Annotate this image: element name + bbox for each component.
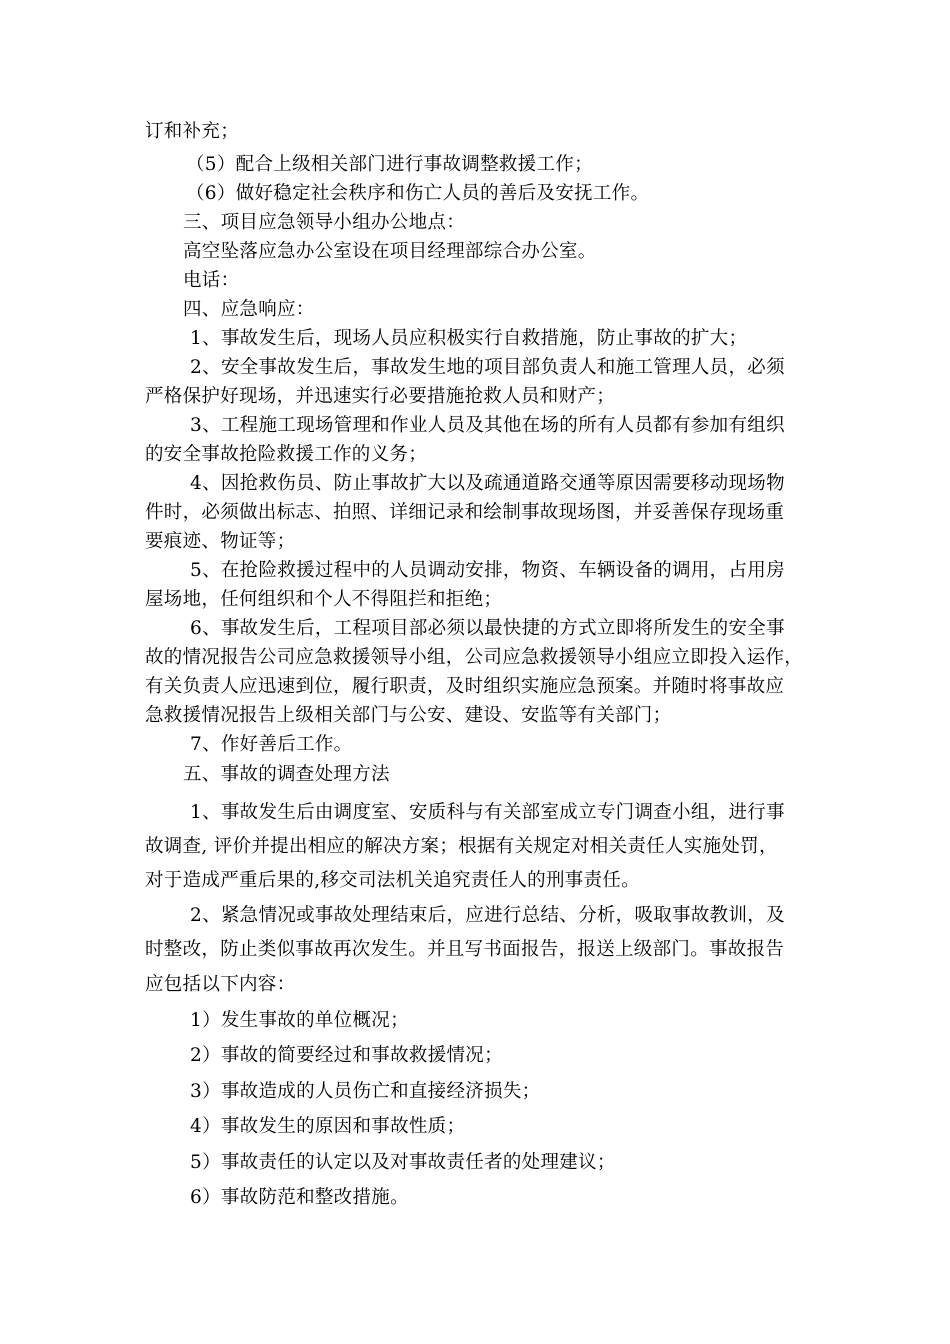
text-line: 严格保护好现场，并迅速实行必要措施抢救人员和财产；: [145, 386, 616, 407]
text-line: 2、紧急情况或事故处理结束后，应进行总结、分析，吸取事故教训，及: [190, 905, 785, 926]
section-heading: 五、事故的调查处理方法: [183, 764, 390, 785]
text-line: 6、事故发生后，工程项目部必须以最快捷的方式立即将所发生的安全事: [190, 618, 785, 639]
list-item: 4）事故发生的原因和事故性质；: [190, 1116, 466, 1137]
text-line: 1、事故发生后由调度室、安质科与有关部室成立专门调查小组，进行事: [190, 802, 785, 823]
list-item: 1）发生事故的单位概况；: [190, 1010, 409, 1031]
list-item: 6）事故防范和整改措施。: [190, 1187, 409, 1208]
text-line: 对于造成严重后果的,移交司法机关追究责任人的刑事责任。: [145, 870, 640, 891]
text-line: （6）做好稳定社会秩序和伤亡人员的善后及安抚工作。: [186, 183, 650, 204]
text-line: 4、因抢救伤员、防止事故扩大以及疏通道路交通等原因需要移动现场物: [190, 473, 785, 494]
text-line: 1、事故发生后，现场人员应积极实行自救措施，防止事故的扩大；: [190, 328, 748, 349]
section-heading: 三、项目应急领导小组办公地点：: [183, 212, 466, 233]
text-line: 2、安全事故发生后，事故发生地的项目部负责人和施工管理人员，必须: [190, 357, 785, 378]
text-line: 时整改，防止类似事故再次发生。并且写书面报告，报送上级部门。事故报告: [145, 939, 785, 960]
text-line: 的安全事故抢险救援工作的义务；: [145, 444, 428, 465]
text-line: 要痕迹、物证等；: [145, 531, 296, 552]
text-line: 高空坠落应急办公室设在项目经理部综合办公室。: [183, 241, 597, 262]
text-line: 5、在抢险救援过程中的人员调动安排，物资、车辆设备的调用，占用房: [190, 560, 785, 581]
text-line: 3、工程施工现场管理和作业人员及其他在场的所有人员都有参加有组织: [190, 415, 785, 436]
text-line: 屋场地，任何组织和个人不得阻拦和拒绝；: [145, 589, 503, 610]
text-line: 订和补充；: [145, 121, 240, 142]
list-item: 5）事故责任的认定以及对事故责任者的处理建议；: [190, 1152, 616, 1173]
list-item: 2）事故的简要经过和事故救援情况；: [190, 1045, 503, 1066]
text-line: 电话：: [183, 270, 240, 291]
text-line: 7、作好善后工作。: [190, 734, 353, 755]
text-line: 故的情况报告公司应急救援领导小组，公司应急救援领导小组应立即投入运作，: [145, 647, 804, 668]
list-item: 3）事故造成的人员伤亡和直接经济损失；: [190, 1081, 541, 1102]
text-line: 应包括以下内容：: [145, 974, 296, 995]
text-line: 急救援情况报告上级相关部门与公安、建设、安监等有关部门；: [145, 705, 672, 726]
text-line: 故调查, 评价并提出相应的解决方案；根据有关规定对相关责任人实施处罚，: [145, 836, 778, 857]
section-heading: 四、应急响应：: [183, 299, 315, 320]
text-line: 有关负责人应迅速到位，履行职责，及时组织实施应急预案。并随时将事故应: [145, 676, 785, 697]
text-line: 件时，必须做出标志、拍照、详细记录和绘制事故现场图，并妥善保存现场重: [145, 502, 785, 523]
text-line: （5）配合上级相关部门进行事故调整救援工作；: [186, 154, 593, 175]
